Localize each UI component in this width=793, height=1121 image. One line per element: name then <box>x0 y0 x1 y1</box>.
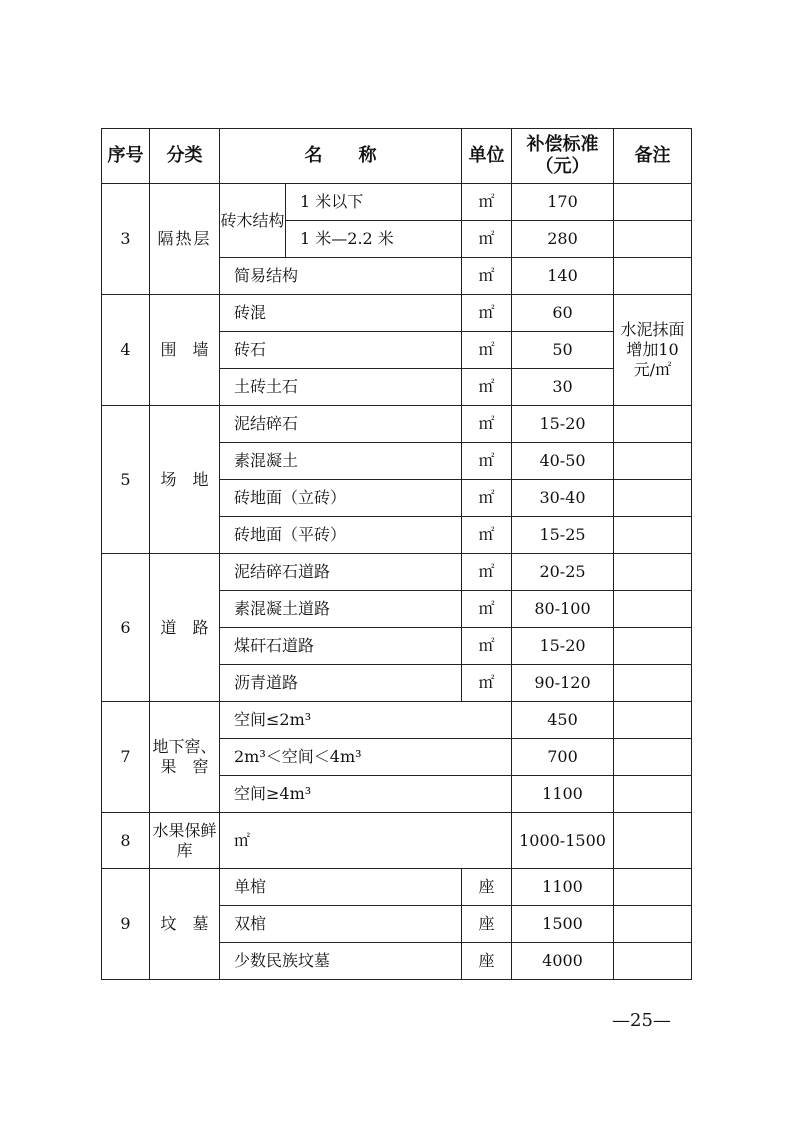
item-unit: ㎡ <box>462 369 512 406</box>
header-row <box>102 129 692 184</box>
row-category: 地下窖、果 窖 <box>150 702 220 813</box>
item-name: 1 米以下 <box>286 184 462 221</box>
compensation-table <box>101 128 692 980</box>
item-unit: ㎡ <box>462 591 512 628</box>
item-unit: ㎡ <box>462 184 512 221</box>
item-note <box>614 702 692 739</box>
item-note <box>614 258 692 295</box>
item-unit: ㎡ <box>462 258 512 295</box>
item-value: 50 <box>512 332 614 369</box>
item-unit: 座 <box>462 906 512 943</box>
item-name: 素混凝土道路 <box>220 591 462 628</box>
item-unit: ㎡ <box>462 443 512 480</box>
item-name: 单棺 <box>220 869 462 906</box>
table-row <box>102 869 692 906</box>
item-name: 简易结构 <box>220 258 462 295</box>
item-note <box>614 517 692 554</box>
item-unit: ㎡ <box>462 480 512 517</box>
item-unit: ㎡ <box>462 517 512 554</box>
item-name: 砖石 <box>220 332 462 369</box>
item-note <box>614 591 692 628</box>
header-unit: 单位 <box>462 129 512 184</box>
item-note <box>614 480 692 517</box>
item-unit: ㎡ <box>462 406 512 443</box>
table-row <box>102 813 692 869</box>
item-value: 700 <box>512 739 614 776</box>
item-value: 140 <box>512 258 614 295</box>
table-row <box>102 406 692 443</box>
item-value: 1500 <box>512 906 614 943</box>
row-category: 隔热层 <box>150 184 220 295</box>
item-value: 15-20 <box>512 628 614 665</box>
item-note <box>614 184 692 221</box>
page-number: —25— <box>612 1010 671 1031</box>
table-row <box>102 184 692 221</box>
header-standard: 补偿标准（元） <box>512 129 614 184</box>
item-note <box>614 665 692 702</box>
item-name: 砖地面（立砖） <box>220 480 462 517</box>
item-name: 空间≤2m³ <box>220 702 512 739</box>
item-note <box>614 443 692 480</box>
item-note <box>614 776 692 813</box>
item-unit: ㎡ <box>462 628 512 665</box>
item-value: 1100 <box>512 869 614 906</box>
item-name: 1 米—2.2 米 <box>286 221 462 258</box>
row-category: 场 地 <box>150 406 220 554</box>
item-unit: ㎡ <box>462 665 512 702</box>
item-value: 80-100 <box>512 591 614 628</box>
item-note <box>614 943 692 980</box>
item-note <box>614 869 692 906</box>
row-note: 水泥抹面增加10 元/㎡ <box>614 295 692 406</box>
item-name: 泥结碎石道路 <box>220 554 462 591</box>
item-unit: ㎡ <box>462 221 512 258</box>
row-no: 8 <box>102 813 150 869</box>
item-unit: 座 <box>462 869 512 906</box>
item-name: 空间≥4m³ <box>220 776 512 813</box>
item-value: 15-20 <box>512 406 614 443</box>
row-no: 5 <box>102 406 150 554</box>
row-category: 坟 墓 <box>150 869 220 980</box>
row-group: 砖木结构 <box>220 184 286 258</box>
item-name: ㎡ <box>220 813 512 869</box>
item-value: 170 <box>512 184 614 221</box>
table-row <box>102 295 692 332</box>
item-unit: ㎡ <box>462 332 512 369</box>
header-category: 分类 <box>150 129 220 184</box>
item-name: 土砖土石 <box>220 369 462 406</box>
item-name: 少数民族坟墓 <box>220 943 462 980</box>
item-note <box>614 813 692 869</box>
item-unit: ㎡ <box>462 554 512 591</box>
table-row <box>102 702 692 739</box>
table-row <box>102 554 692 591</box>
item-unit: 座 <box>462 943 512 980</box>
row-no: 9 <box>102 869 150 980</box>
item-value: 1000-1500 <box>512 813 614 869</box>
item-value: 30-40 <box>512 480 614 517</box>
item-name: 泥结碎石 <box>220 406 462 443</box>
row-no: 6 <box>102 554 150 702</box>
item-value: 1100 <box>512 776 614 813</box>
item-name: 煤矸石道路 <box>220 628 462 665</box>
item-value: 4000 <box>512 943 614 980</box>
item-name: 素混凝土 <box>220 443 462 480</box>
item-value: 20-25 <box>512 554 614 591</box>
row-category: 道 路 <box>150 554 220 702</box>
item-name: 双棺 <box>220 906 462 943</box>
item-note <box>614 406 692 443</box>
item-value: 90-120 <box>512 665 614 702</box>
item-name: 沥青道路 <box>220 665 462 702</box>
item-name: 砖地面（平砖） <box>220 517 462 554</box>
item-note <box>614 628 692 665</box>
item-value: 15-25 <box>512 517 614 554</box>
row-category: 围 墙 <box>150 295 220 406</box>
row-no: 3 <box>102 184 150 295</box>
item-value: 280 <box>512 221 614 258</box>
item-value: 60 <box>512 295 614 332</box>
row-no: 4 <box>102 295 150 406</box>
item-note <box>614 739 692 776</box>
item-note <box>614 906 692 943</box>
item-note <box>614 554 692 591</box>
header-no: 序号 <box>102 129 150 184</box>
item-name: 2m³＜空间＜4m³ <box>220 739 512 776</box>
item-value: 450 <box>512 702 614 739</box>
item-name: 砖混 <box>220 295 462 332</box>
row-no: 7 <box>102 702 150 813</box>
header-note: 备注 <box>614 129 692 184</box>
item-value: 40-50 <box>512 443 614 480</box>
item-note <box>614 221 692 258</box>
item-unit: ㎡ <box>462 295 512 332</box>
item-value: 30 <box>512 369 614 406</box>
header-name: 名 称 <box>220 129 462 184</box>
row-category: 水果保鲜库 <box>150 813 220 869</box>
